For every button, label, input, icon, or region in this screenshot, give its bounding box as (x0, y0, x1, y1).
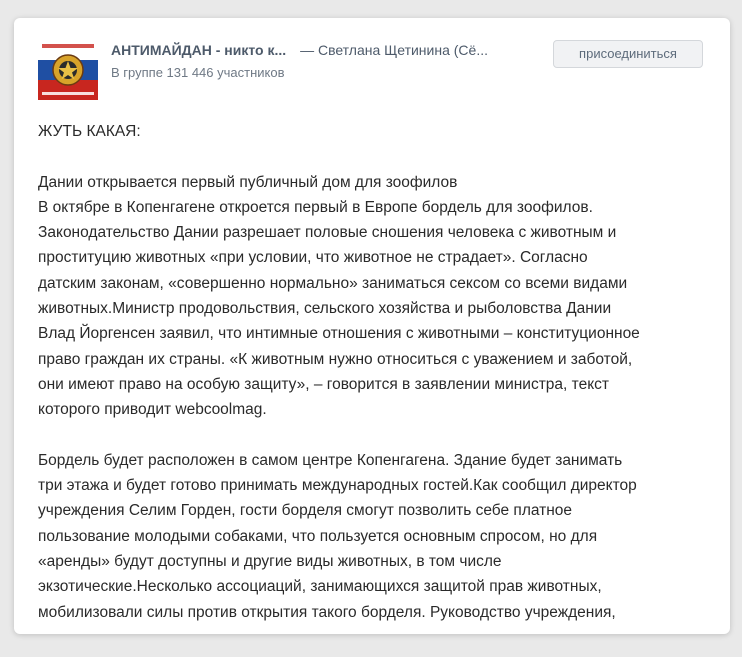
post-text (38, 119, 710, 625)
paragraph-spacer (38, 144, 710, 169)
post-line: Влад Йоргенсен заявил, что интимные отношения с животными – конституционное (38, 325, 640, 343)
post-card (14, 18, 730, 634)
post-header (111, 42, 531, 60)
group-flag-emblem-icon (38, 40, 98, 100)
join-group-button[interactable]: присоединиться (553, 40, 703, 68)
post-headline: ЖУТЬ КАКАЯ: (38, 123, 141, 140)
post-line: животных.Министр продовольствия, сельского хозяйства и рыболовства Дании (38, 300, 612, 318)
group-member-count: В группе 131 446 участников (111, 65, 285, 80)
post-author-link[interactable]: — Светлана Щетинина (Сё... (300, 42, 488, 58)
post-line: проституцию животных «при условии, что животное не страдает». Согласно (38, 249, 588, 267)
group-avatar[interactable] (38, 40, 98, 100)
post-line: учреждения Селим Горден, гости борделя смогут позволить себе платное (38, 502, 573, 520)
post-line: экзотические.Несколько ассоциаций, занимающихся защитой прав животных, (38, 578, 602, 596)
post-line: «аренды» будут доступны и другие виды животных, в том числе (38, 553, 502, 571)
group-name-link[interactable]: АНТИМАЙДАН - никто к... (111, 42, 287, 58)
post-line: Законодательство Дании разрешает половые сношения человека с животным и (38, 224, 617, 242)
paragraph-spacer (38, 423, 710, 448)
post-line: три этажа и будет готово принимать международных гостей.Как сообщил директор (38, 477, 637, 495)
post-line: которого приводит webcoolmag. (38, 401, 267, 419)
post-line: право граждан их страны. «К животным нужно относиться с уважением и заботой, (38, 350, 633, 368)
post-line: В октябре в Копенгагене откроется первый в Европе бордель для зоофилов. (38, 198, 593, 216)
post-line: мобилизовали силы против открытия такого борделя. Руководство учреждения, (38, 603, 616, 621)
post-line: Дании открывается первый публичный дом для зоофилов (38, 173, 458, 191)
post-line: они имеют право на особую защиту», – говорится в заявлении министра, текст (38, 375, 609, 393)
post-line: пользование молодыми собаками, что пользуется основным спросом, но для (38, 527, 598, 545)
post-line: Бордель будет расположен в самом центре Копенгагена. Здание будет занимать (38, 451, 623, 469)
post-line: датским законам, «совершенно нормально» заниматься сексом со всеми видами (38, 274, 628, 292)
